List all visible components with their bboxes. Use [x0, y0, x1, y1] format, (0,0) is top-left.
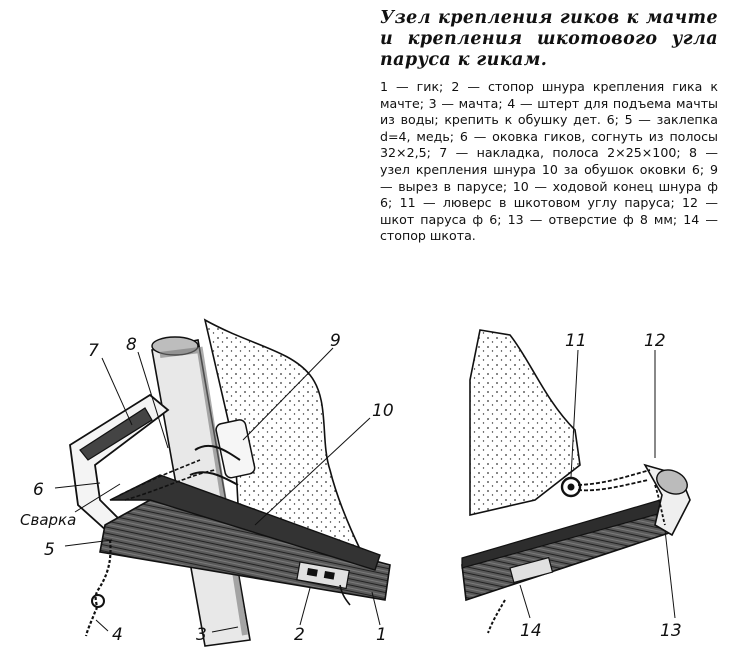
caption-legend: 1 — гик; 2 — стопор шнура крепления гика к мачте; 3 — мачта; 4 — штерт для подъема мачты из воды; крепить к обушку дет. 6; 5 — заклепка d=4, медь; 6 — оковка гиков, согнуть из полосы 32×2,5; 7 — накладка, полоса 2×25×100; 8 — узел крепления шнура 10 за обушок оковки 6; 9 — вырез в парусе; 10 — ходовой конец шнура ф 6; 11 — люверс в шкотовом углу паруса; 12 — шкот паруса ф 6; 13 — отверстие ф 8 мм; 14 — стопор шкота.: [380, 79, 718, 244]
label-weld: Сварка: [20, 511, 77, 529]
label-13: 13: [660, 621, 682, 641]
label-8: 8: [126, 335, 137, 355]
label-6: 6: [33, 480, 44, 500]
label-11: 11: [565, 331, 587, 351]
label-1: 1: [376, 625, 387, 645]
label-2: 2: [294, 625, 305, 645]
label-9: 9: [330, 331, 341, 351]
label-7: 7: [88, 341, 99, 361]
label-14: 14: [520, 621, 542, 641]
label-10: 10: [372, 401, 394, 421]
left-assembly-drawing: [55, 320, 390, 646]
label-4: 4: [112, 625, 123, 645]
label-5: 5: [44, 540, 55, 560]
caption-block: [380, 8, 718, 245]
right-assembly-drawing: [462, 330, 691, 633]
label-3: 3: [196, 625, 207, 645]
label-12: 12: [644, 331, 666, 351]
caption-title: Узел крепления гиков к мачте и крепления шкотового угла паруса к гикам.: [380, 8, 718, 70]
technical-illustration: [0, 300, 730, 652]
